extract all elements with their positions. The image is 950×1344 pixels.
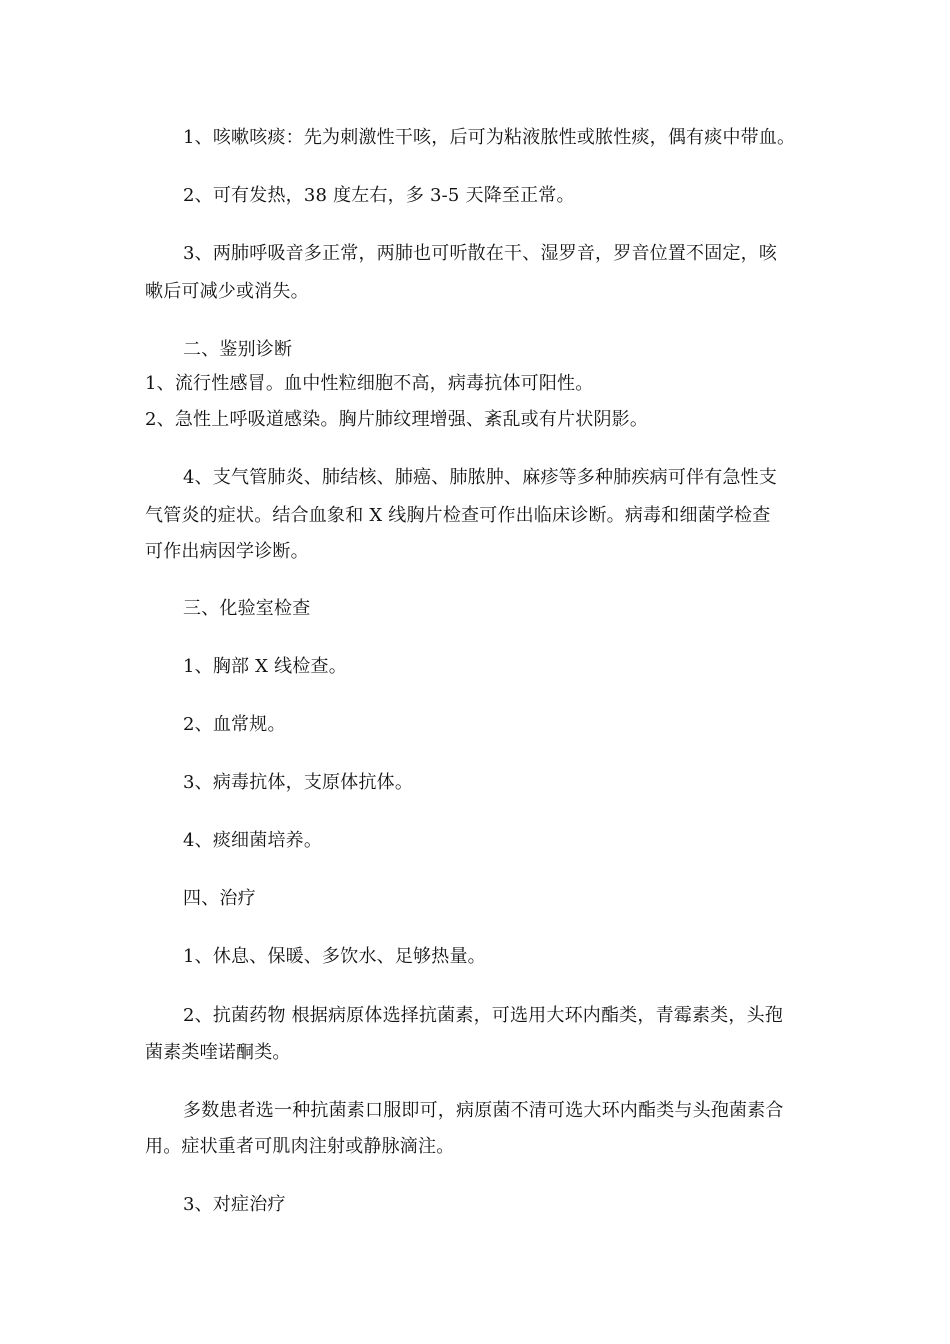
paragraph-line: 菌素类喹诺酮类。 [145,1042,291,1063]
paragraph-line: 4、支气管肺炎、肺结核、肺癌、肺脓肿、麻疹等多种肺疾病可伴有急性支 [183,467,778,488]
paragraph-line: 3、对症治疗 [183,1194,286,1215]
paragraph-line: 可作出病因学诊断。 [145,541,309,562]
paragraph-line: 4、痰细菌培养。 [183,830,323,851]
paragraph-line: 1、咳嗽咳痰：先为刺激性干咳，后可为粘液脓性或脓性痰，偶有痰中带血。 [183,127,796,148]
paragraph-line: 2、可有发热，38 度左右，多 3-5 天降至正常。 [183,185,575,206]
paragraph-line: 嗽后可减少或消失。 [145,281,309,302]
paragraph-line: 用。症状重者可肌肉注射或静脉滴注。 [145,1136,455,1157]
section-heading: 二、鉴别诊断 [183,339,293,360]
paragraph-line: 1、胸部 X 线检查。 [183,656,347,677]
paragraph-line: 2、抗菌药物 根据病原体选择抗菌素，可选用大环内酯类，青霉素类，头孢 [183,1005,783,1026]
paragraph-line: 3、两肺呼吸音多正常，两肺也可听散在干、湿罗音，罗音位置不固定，咳 [183,243,778,264]
paragraph-line: 2、急性上呼吸道感染。胸片肺纹理增强、紊乱或有片状阴影。 [145,409,649,430]
paragraph-line: 1、流行性感冒。血中性粒细胞不高，病毒抗体可阳性。 [145,373,594,394]
paragraph-line: 多数患者选一种抗菌素口服即可，病原菌不清可选大环内酯类与头孢菌素合 [183,1100,784,1121]
section-heading: 三、化验室检查 [183,598,311,619]
section-heading: 四、治疗 [183,888,256,909]
paragraph-line: 1、休息、保暖、多饮水、足够热量。 [183,946,486,967]
paragraph-line: 3、病毒抗体，支原体抗体。 [183,772,414,793]
paragraph-line: 气管炎的症状。结合血象和 X 线胸片检查可作出临床诊断。病毒和细菌学检查 [145,505,771,526]
paragraph-line: 2、血常规。 [183,714,286,735]
